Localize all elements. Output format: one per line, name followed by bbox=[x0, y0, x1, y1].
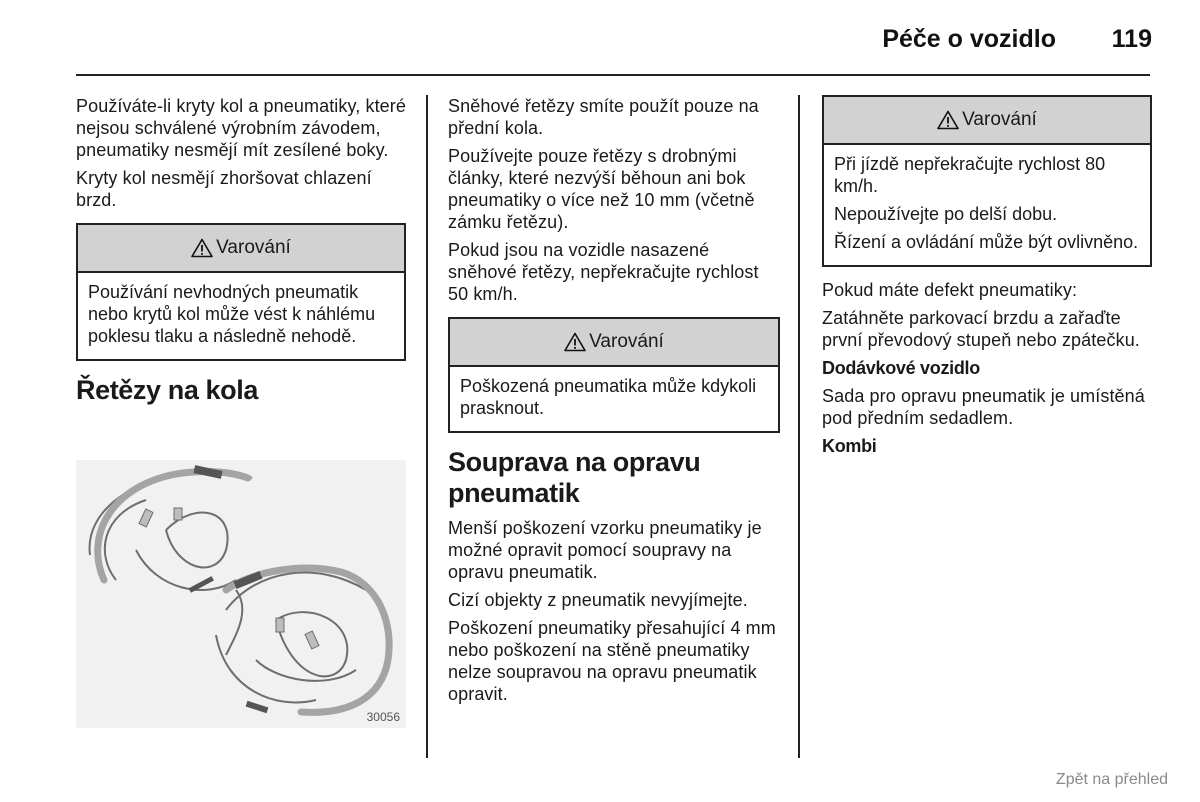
column-divider-1 bbox=[426, 95, 428, 758]
page-number: 119 bbox=[1111, 25, 1152, 53]
paragraph: Pokud máte defekt pneumatiky: bbox=[822, 280, 1078, 300]
paragraph: Zatáhněte parkovací brzdu a zařaďte první převodový stupeň nebo zpátečku. bbox=[822, 308, 1140, 350]
warning-header bbox=[824, 97, 1150, 145]
warning-triangle-icon bbox=[937, 110, 959, 130]
column-3 bbox=[822, 95, 1152, 463]
paragraph: Pokud jsou na vozidle nasazené sněhové řetězy, nepřekračujte rychlost 50 km/h. bbox=[448, 240, 759, 304]
warning-body bbox=[78, 273, 404, 359]
warning-triangle-icon bbox=[191, 238, 213, 258]
warning-box bbox=[822, 95, 1152, 267]
warning-title: Varování bbox=[216, 237, 291, 258]
warning-triangle-icon bbox=[564, 332, 586, 352]
warning-body bbox=[450, 367, 778, 431]
column-2 bbox=[448, 95, 780, 711]
warning-box bbox=[76, 223, 406, 361]
warning-box bbox=[448, 317, 780, 433]
subheading-van: Dodávkové vozidlo bbox=[822, 358, 980, 378]
warning-text: Používání nevhodných pneumatik nebo krytů kol může vést k náhlému poklesu tlaku a následně nehodě. bbox=[88, 282, 376, 346]
warning-body bbox=[824, 145, 1150, 265]
warning-text: Řízení a ovládání může být ovlivněno. bbox=[834, 232, 1139, 252]
chapter-title: Péče o vozidlo bbox=[882, 25, 1056, 53]
paragraph: Menší poškození vzorku pneumatiky je možné opravit pomocí soupravy na opravu pneumatik. bbox=[448, 518, 762, 582]
back-to-overview-link[interactable]: Zpět na přehled bbox=[1055, 771, 1168, 788]
paragraph: Poškození pneumatiky přesahující 4 mm nebo poškození na stěně pneumatiky nelze soupravou na opravu pneumatik opravit. bbox=[448, 618, 776, 704]
warning-header bbox=[450, 319, 778, 367]
paragraph: Používejte pouze řetězy s drobnými články, které nezvýší běhoun ani bok pneumatiky o více než 10 mm (včetně zámku řetězu). bbox=[448, 146, 755, 232]
paragraph: Cizí objekty z pneumatik nevyjímejte. bbox=[448, 590, 748, 610]
section-title-repair-kit: Souprava na opravu pneumatik bbox=[448, 447, 701, 508]
header-divider bbox=[76, 74, 1150, 76]
paragraph: Sada pro opravu pneumatik je umístěná pod předním sedadlem. bbox=[822, 386, 1145, 428]
paragraph: Kryty kol nesmějí zhoršovat chlazení brzd. bbox=[76, 168, 372, 210]
paragraph: Používáte-li kryty kol a pneumatiky, které nejsou schválené výrobním závodem, pneumatiky nesmějí mít zesílené boky. bbox=[76, 96, 406, 160]
snow-chains-illustration bbox=[76, 460, 406, 728]
warning-text: Nepoužívejte po delší dobu. bbox=[834, 204, 1058, 224]
paragraph: Sněhové řetězy smíte použít pouze na přední kola. bbox=[448, 96, 759, 138]
column-1 bbox=[76, 95, 406, 414]
warning-header bbox=[78, 225, 404, 273]
subheading-estate: Kombi bbox=[822, 436, 877, 456]
warning-title: Varování bbox=[962, 109, 1037, 130]
warning-text: Při jízdě nepřekračujte rychlost 80 km/h. bbox=[834, 154, 1106, 196]
figure-number: 30056 bbox=[366, 710, 400, 724]
snow-chains-drawing bbox=[76, 460, 406, 728]
column-divider-2 bbox=[798, 95, 800, 758]
warning-text: Poškozená pneumatika může kdykoli prasknout. bbox=[460, 376, 757, 418]
section-title-snow-chains: Řetězy na kola bbox=[76, 375, 258, 405]
warning-title: Varování bbox=[589, 331, 664, 352]
